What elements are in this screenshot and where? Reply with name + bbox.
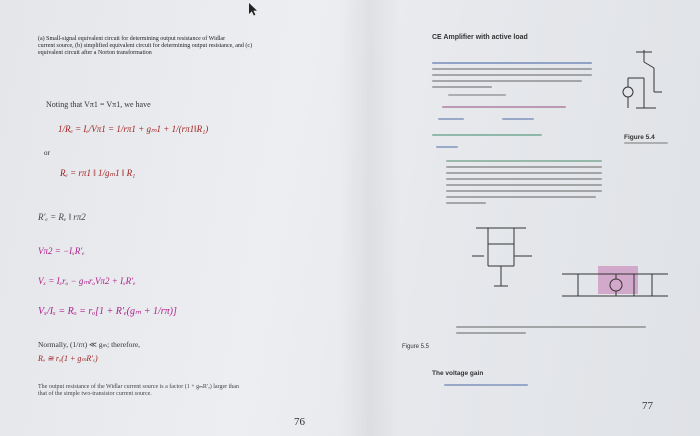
figure-caption-line-2: current source, (b) simplified equivalent circuit for determining output resistance, and (c) bbox=[38, 43, 253, 49]
text-line bbox=[438, 118, 464, 120]
closing-line-1: The output resistance of the Widlar current source is a factor (1 + gₘR′ₑ) larger than bbox=[38, 384, 239, 390]
figure-label-b: Figure 5.5 bbox=[402, 344, 430, 350]
text-line bbox=[456, 332, 526, 334]
text-line bbox=[446, 196, 596, 198]
text-line bbox=[432, 62, 592, 64]
text-line bbox=[432, 74, 592, 76]
equation-4: Vπ2 = −IₓR′ₑ bbox=[38, 246, 85, 256]
text-line bbox=[442, 106, 566, 108]
equation-1: 1/Rₑ = Iₑ/Vπ1 = 1/rπ1 + gₘ1 + 1/(rπ1‖R₁) bbox=[58, 124, 209, 134]
text-line bbox=[446, 178, 602, 180]
page-number-left: 76 bbox=[294, 416, 305, 428]
text-line bbox=[446, 160, 602, 162]
closing-line-2: that of the simple two-transistor current source. bbox=[38, 391, 152, 397]
text-line bbox=[432, 68, 592, 70]
text-line bbox=[432, 86, 492, 88]
intro-sentence: Noting that Vπ1 = Vπ1, we have bbox=[46, 100, 151, 109]
equation-7: Rₒ ≅ rₒ(1 + gₘR′ₑ) bbox=[38, 354, 98, 363]
text-line bbox=[624, 142, 668, 144]
text-line bbox=[446, 190, 602, 192]
text-line bbox=[446, 166, 602, 168]
text-line bbox=[446, 184, 602, 186]
or-text: or bbox=[44, 149, 50, 157]
figure-caption-line-1: (a) Small-signal equivalent circuit for determining output resistance of Widlar bbox=[38, 36, 226, 42]
text-line bbox=[502, 118, 534, 120]
equation-5: Vₓ = Iₓrₒ − gₘrₒVπ2 + IₓR′ₑ bbox=[38, 276, 136, 286]
text-line bbox=[446, 202, 486, 204]
figure-label-a: Figure 5.4 bbox=[624, 134, 655, 141]
text-line bbox=[432, 134, 542, 136]
equivalent-circuit-diagram bbox=[560, 266, 670, 300]
figure-caption-line-3: equivalent circuit after a Norton transformation bbox=[38, 50, 152, 56]
small-circuit-diagram bbox=[614, 48, 664, 128]
book-gutter-shadow bbox=[340, 0, 400, 436]
equation-2: Rₑ = rπ1 ‖ 1/gₘ1 ‖ R₁ bbox=[60, 168, 136, 178]
voltage-gain-heading: The voltage gain bbox=[432, 370, 484, 377]
mouse-cursor-icon bbox=[248, 2, 258, 16]
equation-6: Vₓ/Iₓ = Rₒ = rₒ[1 + R′ₑ(gₘ + 1/rπ)] bbox=[38, 306, 177, 317]
equation-line bbox=[444, 384, 528, 386]
normally-sentence: Normally, (1/rπ) ≪ gₘ; therefore, bbox=[38, 340, 141, 349]
section-heading: CE Amplifier with active load bbox=[432, 34, 528, 41]
text-line bbox=[456, 326, 646, 328]
page-number-right: 77 bbox=[642, 400, 653, 412]
text-line bbox=[448, 94, 506, 96]
circuit-diagram-amplifier bbox=[466, 222, 536, 292]
text-line bbox=[436, 146, 458, 148]
text-line bbox=[446, 172, 602, 174]
equation-3: R′ₑ = Rₑ ‖ rπ2 bbox=[38, 212, 86, 222]
text-line bbox=[432, 80, 582, 82]
